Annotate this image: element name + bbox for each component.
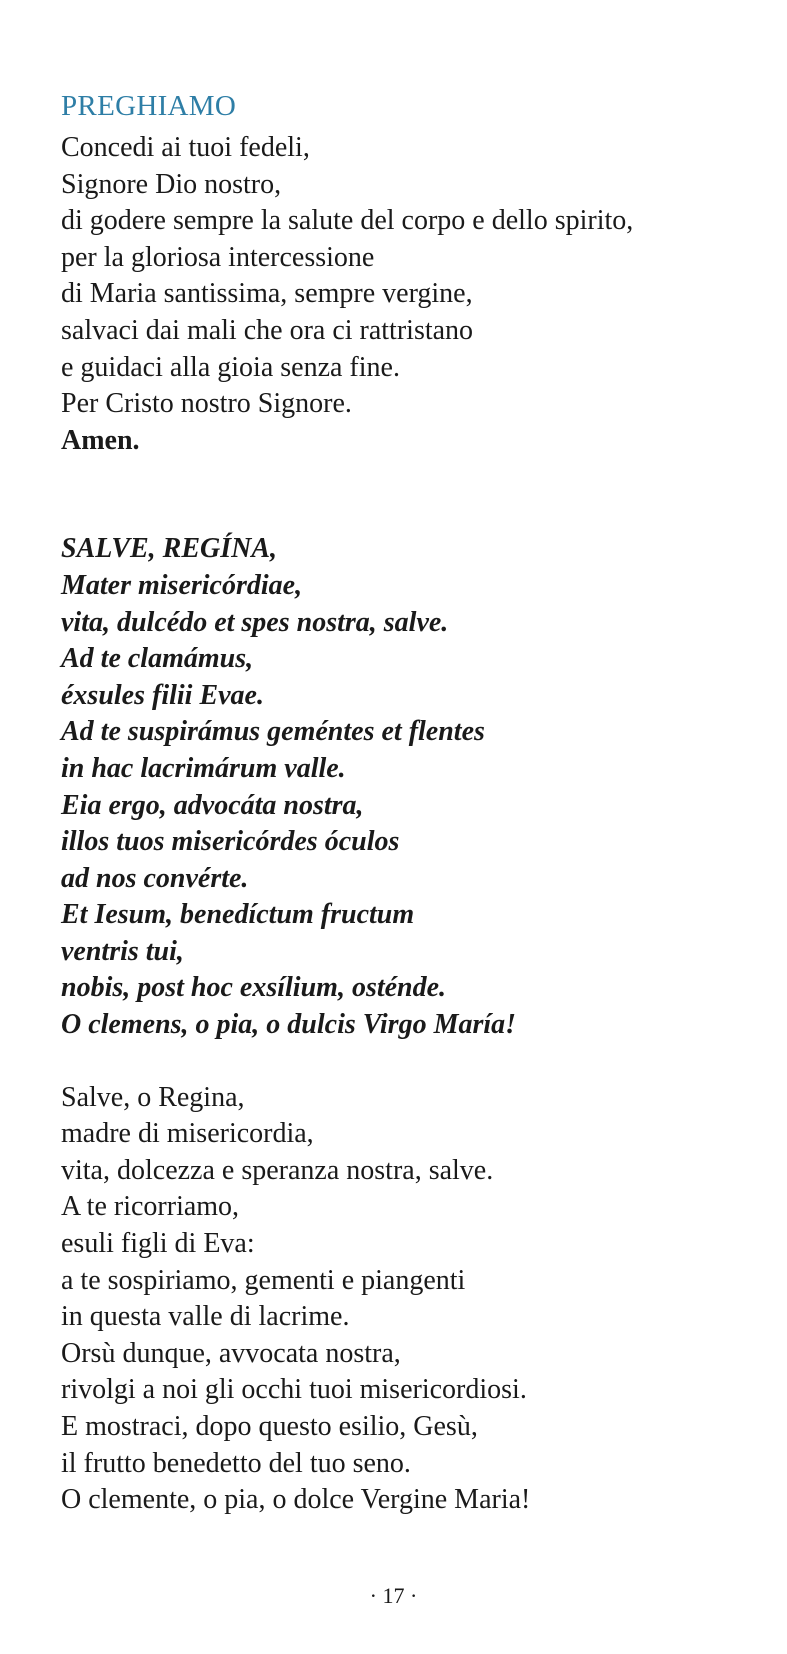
latin-line: ad nos convérte. [61, 862, 249, 894]
page-number: · 17 · [369, 1583, 418, 1608]
italian-line: A te ricorriamo, [61, 1191, 240, 1223]
page-content [61, 88, 761, 1519]
prayer-line: Concedi ai tuoi fedeli, [61, 132, 310, 163]
prayer-line: salvaci dai mali che ora ci rattristano [61, 314, 474, 346]
latin-line: vita, dulcédo et spes nostra, salve. [61, 606, 449, 638]
latin-line: Ad te clamámus, [61, 643, 254, 675]
italian-line: il frutto benedetto del tuo seno. [61, 1447, 411, 1479]
italian-line: E mostraci, dopo questo esilio, Gesù, [61, 1411, 478, 1442]
prayer-amen: Amen. [61, 424, 140, 456]
prayer-line: e guidaci alla gioia senza fine. [61, 351, 400, 383]
prayer-line: per la gloriosa intercessione [61, 241, 375, 273]
latin-line: Ad te suspirámus geméntes et flentes [61, 716, 485, 748]
salve-regina-italian [61, 1080, 761, 1519]
latin-line: Et Iesum, benedíctum fructum [61, 899, 415, 931]
prayer-line: di godere sempre la salute del corpo e dello spirito, [61, 205, 634, 237]
italian-line: a te sospiriamo, gementi e piangenti [61, 1264, 466, 1296]
latin-line: nobis, post hoc exsílium, osténde. [61, 972, 447, 1004]
italian-line: in questa valle di lacrime. [61, 1301, 350, 1333]
italian-line: vita, dolcezza e speranza nostra, salve. [61, 1154, 494, 1186]
italian-line: Orsù dunque, avvocata nostra, [61, 1337, 401, 1369]
salve-regina-latin [61, 531, 761, 1043]
latin-line: éxsules filii Evae. [61, 679, 264, 711]
italian-line: rivolgi a noi gli occhi tuoi misericordiosi. [61, 1374, 527, 1406]
latin-line: Eia ergo, advocáta nostra, [61, 789, 364, 821]
italian-line: O clemente, o pia, o dolce Vergine Maria! [61, 1484, 531, 1516]
italian-line: Salve, o Regina, [61, 1081, 245, 1113]
prayer-heading: PREGHIAMO [61, 90, 237, 122]
latin-line: in hac lacrimárum valle. [61, 752, 346, 784]
prayer-line: di Maria santissima, sempre vergine, [61, 278, 473, 310]
latin-line: ventris tui, [61, 935, 184, 967]
italian-line: esuli figli di Eva: [61, 1228, 255, 1260]
latin-line: illos tuos misericórdes óculos [61, 826, 400, 858]
prayer-text [61, 130, 761, 459]
italian-line: madre di misericordia, [61, 1118, 314, 1150]
latin-title-line: SALVE, REGÍNA, [61, 533, 278, 565]
latin-line: Mater misericórdiae, [61, 569, 303, 601]
prayer-line: Signore Dio nostro, [61, 168, 282, 200]
prayer-line: Per Cristo nostro Signore. [61, 388, 352, 420]
latin-line: O clemens, o pia, o dulcis Virgo María! [61, 1009, 517, 1041]
